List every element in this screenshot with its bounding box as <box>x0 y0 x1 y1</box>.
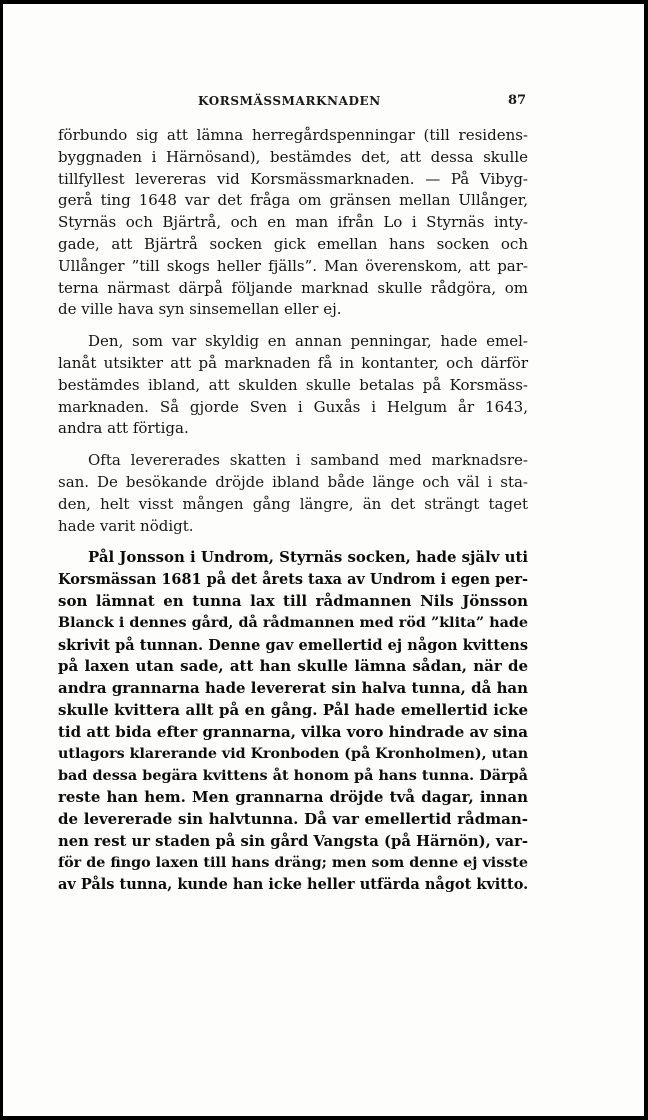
text-line: gade, att Bjärtrå socken gick emellan hans socken och <box>58 234 528 253</box>
text-line: andra att förtiga. <box>58 419 189 438</box>
text-line: gerå ting 1648 var det fråga om gränsen mellan Ullånger, <box>58 191 528 210</box>
text-line: de ville hava syn sinsemellan eller ej. <box>58 300 342 319</box>
text-line: skrivit på tunnan. Denne gav emellertid ej någon kvittens <box>58 636 528 654</box>
text-line: hade varit nödigt. <box>58 516 194 535</box>
text-line: san. De besökande dröjde ibland både länge och väl i sta- <box>58 472 528 491</box>
text-line: terna närmast därpå följande marknad skulle rådgöra, om <box>58 278 528 297</box>
text-line: Ofta levererades skatten i samband med marknadsre- <box>88 451 528 470</box>
text-line: Blanck i dennes gård, då rådmannen med röd ”klita” hade <box>58 614 528 631</box>
page-header <box>3 93 644 113</box>
text-line: på laxen utan sade, att han skulle lämna sådan, när de <box>58 657 528 676</box>
text-line: tillfyllest levereras vid Korsmässmarknaden. — På Vibyg- <box>58 169 528 188</box>
text-line: för de fingo laxen till hans dräng; men som denne ej visste <box>58 854 528 871</box>
text-line: Ullånger ”till skogs heller fjälls”. Man överenskom, att par- <box>58 256 528 275</box>
text-line: bestämdes ibland, att skulden skulle betalas på Korsmäss- <box>58 375 528 394</box>
paragraph <box>58 450 528 537</box>
text-line: Den, som var skyldig en annan penningar, hade emel- <box>88 332 528 351</box>
text-line: Korsmässan 1681 på det årets taxa av Undrom i egen per- <box>58 571 528 589</box>
text-line: son lämnat en tunna lax till rådmannen Nils Jönsson <box>58 591 528 610</box>
body-text <box>58 125 528 896</box>
text-line: bad dessa begära kvittens åt honom på hans tunna. Därpå <box>58 767 528 785</box>
text-line: reste han hem. Men grannarna dröjde två dagar, innan <box>58 788 528 807</box>
text-line: skulle kvittera allt på en gång. Pål hade emellertid icke <box>58 700 528 719</box>
page-number: 87 <box>508 93 527 108</box>
paragraph <box>58 125 528 321</box>
text-line: förbundo sig att lämna herregårdspenningar (till residens- <box>58 126 528 144</box>
text-line: Styrnäs och Bjärtrå, och en man ifrån Lo i Styrnäs inty- <box>58 213 528 232</box>
paragraph <box>58 547 528 896</box>
text-line: lanåt utsikter att på marknaden få in kontanter, och därför <box>58 353 528 372</box>
paragraph <box>58 331 528 440</box>
text-line: andra grannarna hade levererat sin halva tunna, då han <box>58 679 528 698</box>
text-line: av Påls tunna, kunde han icke heller utfärda något kvitto. <box>58 876 529 894</box>
text-line: byggnaden i Härnösand), bestämdes det, att dessa skulle <box>58 147 528 166</box>
text-line: den, helt visst mången gång längre, än det strängt taget <box>58 494 528 513</box>
text-line: de levererade sin halvtunna. Då var emellertid rådman- <box>58 809 528 828</box>
running-title: KORSMÄSSMARKNADEN <box>198 94 381 108</box>
text-line: Pål Jonsson i Undrom, Styrnäs socken, hade själv uti <box>88 548 529 567</box>
text-line: tid att bida efter grannarna, vilka voro hindrade av sina <box>58 722 528 741</box>
text-line: utlagors klarerande vid Kronboden (på Kronholmen), utan <box>58 745 529 762</box>
text-line: nen rest ur staden på sin gård Vangsta (på Härnön), var- <box>58 832 528 850</box>
text-line: marknaden. Så gjorde Sven i Guxås i Helgum år 1643, <box>58 397 528 416</box>
book-page <box>3 4 644 1116</box>
